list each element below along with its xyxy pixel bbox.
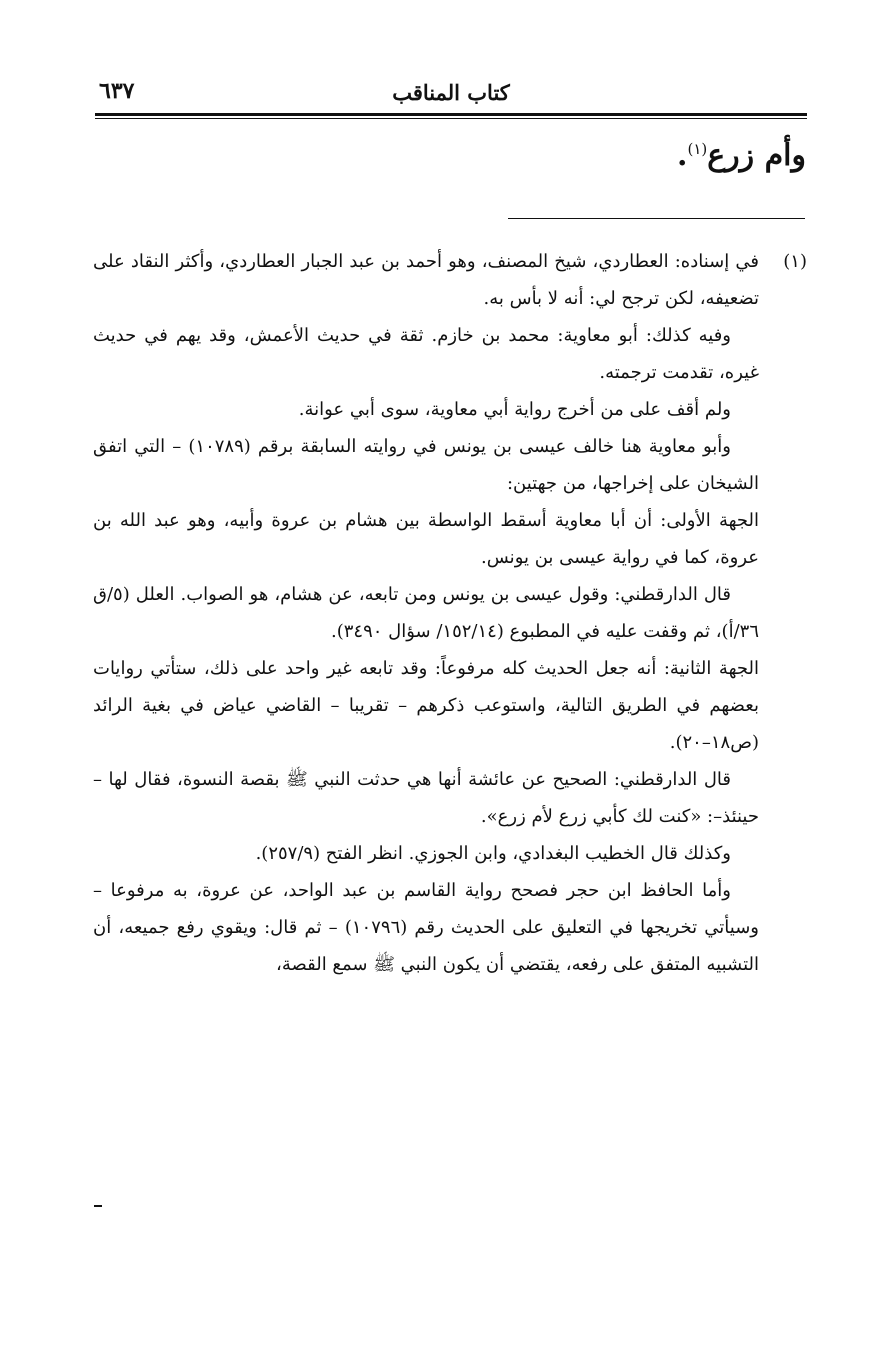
footnote-reference: (١) xyxy=(687,140,708,158)
footnote-paragraph: قال الدارقطني: الصحيح عن عائشة أنها هي حدثت النبي ﷺ بقصة النسوة، فقال لها –حينئذ–: «كنت لك كأبي زرع لأم زرع». xyxy=(93,769,759,827)
header-rule-thick xyxy=(95,113,807,116)
footnote-paragraph: ولم أقف على من أخرج رواية أبي معاوية، سوى أبي عوانة. xyxy=(298,399,731,420)
continuation-dash xyxy=(94,1205,102,1207)
footnote-paragraph: الجهة الثانية: أنه جعل الحديث كله مرفوعاً: وقد تابعه غير واحد على ذلك، ستأتي روايات بعضهم في الطريق التالية، واستوعب ذكرهم – تقريبا – القاضي عياض في بغية الرائد (ص١٨–٢٠). xyxy=(93,658,759,753)
book-title: كتاب المناقب xyxy=(392,80,510,105)
main-text-body: وأم زرع xyxy=(707,138,806,173)
footnote-paragraph xyxy=(93,243,807,317)
footnote-separator xyxy=(508,218,805,219)
main-text-trailing: . xyxy=(677,138,688,173)
footnote-paragraph: وأما الحافظ ابن حجر فصحح رواية القاسم بن عبد الواحد، عن عروة، به مرفوعا – وسيأتي تخريجها في التعليق على الحديث رقم (١٠٧٩٦) – ثم قال: ويقوي رفع جميعه، أن التشبيه المتفق على رفعه، يقتضي أن يكون النبي ﷺ سمع القصة، xyxy=(93,880,759,975)
footnotes-section xyxy=(93,243,807,983)
footnote-paragraph: وأبو معاوية هنا خالف عيسى بن يونس في روايته السابقة برقم (١٠٧٨٩) – التي اتفق الشيخان على إخراجها، من جهتين: xyxy=(93,436,759,494)
main-text xyxy=(677,138,806,173)
running-header xyxy=(95,78,807,112)
header-rule-thin xyxy=(95,118,807,119)
footnote-paragraph: وفيه كذلك: أبو معاوية: محمد بن خازم. ثقة في حديث الأعمش، وقد يهم في حديث غيره، تقدمت ترجمته. xyxy=(93,325,759,383)
footnote-paragraph: الجهة الأولى: أن أبا معاوية أسقط الواسطة بين هشام بن عروة وأبيه، وهو عبد الله بن عروة، كما في رواية عيسى بن يونس. xyxy=(93,510,759,568)
footnote-paragraph: قال الدارقطني: وقول عيسى بن يونس ومن تابعه، عن هشام، هو الصواب. العلل (٥/ق ٣٦/أ)، ثم وقفت عليه في المطبوع (١٥٢/١٤/ سؤال ٣٤٩٠). xyxy=(93,584,759,642)
footnote-paragraph: وكذلك قال الخطيب البغدادي، وابن الجوزي. انظر الفتح (٢٥٧/٩). xyxy=(255,843,731,864)
footnote-text: في إسناده: العطاردي، شيخ المصنف، وهو أحمد بن عبد الجبار العطاردي، وأكثر النقاد على تضعيفه، لكن ترجح لي: أنه لا بأس به. xyxy=(93,251,759,309)
page-number: ٦٣٧ xyxy=(99,78,135,104)
footnote-number: (١) xyxy=(783,251,807,272)
